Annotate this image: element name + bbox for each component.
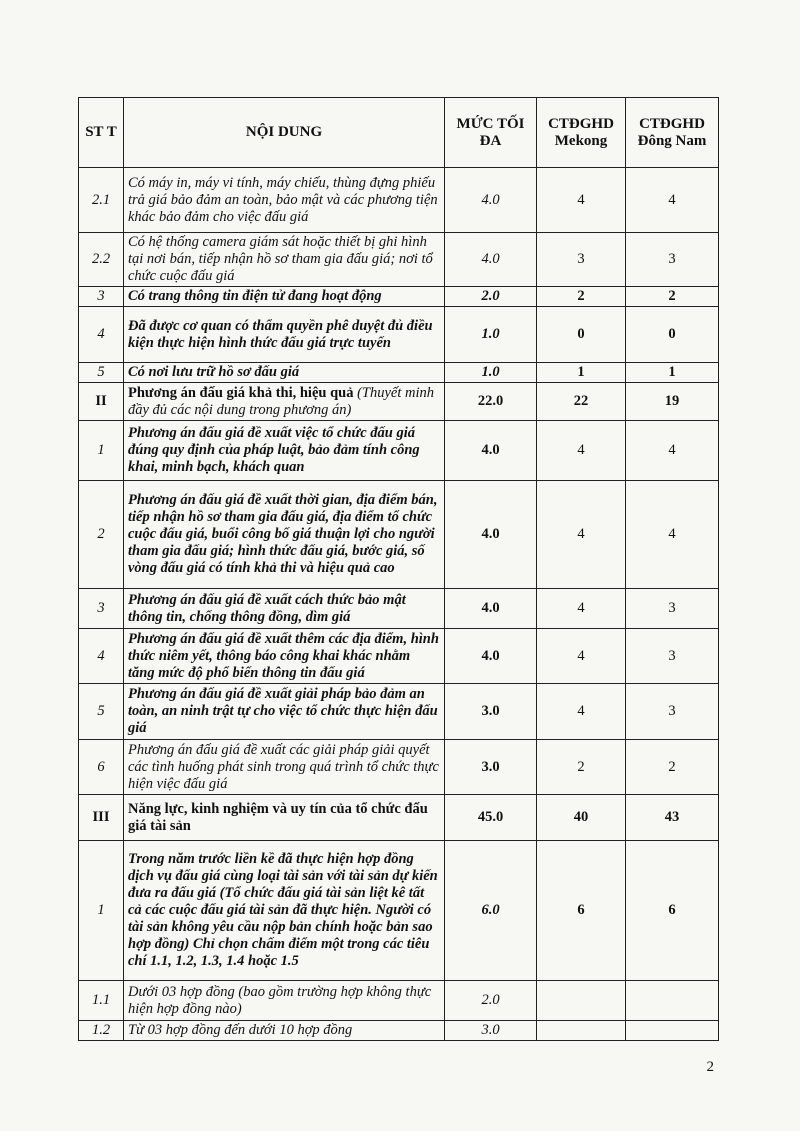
row-max: 2.0	[445, 981, 537, 1021]
row-mekong: 0	[537, 307, 626, 363]
row-dongnam: 3	[626, 589, 719, 629]
row-content: Phương án đấu giá đề xuất thời gian, địa điểm bán, tiếp nhận hồ sơ tham gia đấu giá, địa điểm tổ chức cuộc đấu giá, buổi công bố giá thuận lợi cho người tham gia đấu giá; hình thức đấu giá, bước giá, số vòng đấu giá có tính khả thi và hiệu quả cao	[124, 481, 445, 589]
row-mekong: 22	[537, 383, 626, 421]
header-content: NỘI DUNG	[124, 98, 445, 168]
table-row	[79, 307, 719, 363]
row-max: 3.0	[445, 1021, 537, 1041]
row-max: 3.0	[445, 684, 537, 740]
row-stt: 1	[79, 421, 124, 481]
row-stt: 1	[79, 841, 124, 981]
table-row	[79, 981, 719, 1021]
row-content: Có hệ thống camera giám sát hoặc thiết bị ghi hình tại nơi bán, tiếp nhận hồ sơ tham gia đấu giá; nơi tổ chức cuộc đấu giá	[124, 233, 445, 287]
row-stt: 2.2	[79, 233, 124, 287]
row-stt: 5	[79, 363, 124, 383]
row-mekong	[537, 981, 626, 1021]
row-content: Phương án đấu giá đề xuất thêm các địa điểm, hình thức niêm yết, thông báo công khai khác nhằm tăng mức độ phổ biến thông tin đấu giá	[124, 629, 445, 684]
row-stt: 3	[79, 287, 124, 307]
row-mekong: 4	[537, 589, 626, 629]
row-max: 4.0	[445, 421, 537, 481]
table-row	[79, 233, 719, 287]
row-stt: 4	[79, 307, 124, 363]
row-mekong: 4	[537, 168, 626, 233]
section-title: Phương án đấu giá khả thi, hiệu quả	[128, 384, 354, 401]
row-dongnam	[626, 981, 719, 1021]
row-dongnam: 2	[626, 287, 719, 307]
row-mekong: 4	[537, 629, 626, 684]
row-content: Phương án đấu giá đề xuất giải pháp bảo đảm an toàn, an ninh trật tự cho việc tổ chức thực hiện đấu giá	[124, 684, 445, 740]
row-dongnam: 6	[626, 841, 719, 981]
header-stt: ST T	[79, 98, 124, 168]
header-mekong: CTĐGHD Mekong	[537, 98, 626, 168]
row-mekong: 3	[537, 233, 626, 287]
row-content: Phương án đấu giá đề xuất các giải pháp giải quyết các tình huống phát sinh trong quá trình tổ chức thực hiện việc đấu giá	[124, 740, 445, 795]
row-mekong: 2	[537, 287, 626, 307]
row-mekong	[537, 1021, 626, 1041]
row-max: 1.0	[445, 363, 537, 383]
row-dongnam: 4	[626, 421, 719, 481]
header-dongnam: CTĐGHD Đông Nam	[626, 98, 719, 168]
row-content: Phương án đấu giá đề xuất việc tổ chức đấu giá đúng quy định của pháp luật, bảo đảm tính công khai, minh bạch, khách quan	[124, 421, 445, 481]
scoring-table	[78, 97, 719, 1041]
table-row	[79, 421, 719, 481]
row-max: 4.0	[445, 481, 537, 589]
section-note: (Thuyết minh đầy đủ các nội dung trong phương án)	[128, 384, 435, 418]
section-row	[79, 795, 719, 841]
row-dongnam: 4	[626, 481, 719, 589]
row-dongnam: 1	[626, 363, 719, 383]
row-stt: 1.1	[79, 981, 124, 1021]
row-mekong: 40	[537, 795, 626, 841]
page-number: 2	[706, 1059, 714, 1075]
section-row	[79, 383, 719, 421]
table-row	[79, 589, 719, 629]
row-stt: 2	[79, 481, 124, 589]
table-row	[79, 363, 719, 383]
row-max: 4.0	[445, 233, 537, 287]
row-stt: 2.1	[79, 168, 124, 233]
row-max: 22.0	[445, 383, 537, 421]
row-max: 4.0	[445, 589, 537, 629]
table-row	[79, 481, 719, 589]
row-content	[124, 383, 445, 421]
table-row	[79, 841, 719, 981]
row-mekong: 4	[537, 684, 626, 740]
row-dongnam: 43	[626, 795, 719, 841]
row-stt: III	[79, 795, 124, 841]
row-max: 6.0	[445, 841, 537, 981]
row-content: Có nơi lưu trữ hồ sơ đấu giá	[124, 363, 445, 383]
row-max: 2.0	[445, 287, 537, 307]
row-content: Năng lực, kinh nghiệm và uy tín của tổ chức đấu giá tài sản	[124, 795, 445, 841]
row-dongnam: 3	[626, 684, 719, 740]
row-mekong: 4	[537, 481, 626, 589]
row-content: Đã được cơ quan có thẩm quyền phê duyệt đủ điều kiện thực hiện hình thức đấu giá trực tuyến	[124, 307, 445, 363]
row-dongnam: 0	[626, 307, 719, 363]
table-row	[79, 740, 719, 795]
row-mekong: 1	[537, 363, 626, 383]
row-content: Có trang thông tin điện tử đang hoạt động	[124, 287, 445, 307]
row-stt: 4	[79, 629, 124, 684]
row-content: Trong năm trước liền kề đã thực hiện hợp đồng dịch vụ đấu giá cùng loại tài sản với tài sản dự kiến đưa ra đấu giá (Tổ chức đấu giá tài sản liệt kê tất cả các cuộc đấu giá tài sản đã thực hiện. Người có tài sản không yêu cầu nộp bản chính hoặc bản sao hợp đồng) Chỉ chọn chấm điểm một trong các tiêu chí 1.1, 1.2, 1.3, 1.4 hoặc 1.5	[124, 841, 445, 981]
row-max: 4.0	[445, 168, 537, 233]
row-mekong: 4	[537, 421, 626, 481]
row-dongnam: 3	[626, 629, 719, 684]
row-max: 1.0	[445, 307, 537, 363]
table-row	[79, 684, 719, 740]
row-stt: II	[79, 383, 124, 421]
row-max: 45.0	[445, 795, 537, 841]
row-stt: 5	[79, 684, 124, 740]
row-dongnam: 2	[626, 740, 719, 795]
table-row	[79, 629, 719, 684]
row-content: Dưới 03 hợp đồng (bao gồm trường hợp không thực hiện hợp đồng nào)	[124, 981, 445, 1021]
row-content: Phương án đấu giá đề xuất cách thức bảo mật thông tin, chống thông đồng, dìm giá	[124, 589, 445, 629]
row-dongnam: 19	[626, 383, 719, 421]
row-max: 4.0	[445, 629, 537, 684]
row-content: Từ 03 hợp đồng đến dưới 10 hợp đồng	[124, 1021, 445, 1041]
table-row	[79, 168, 719, 233]
row-content: Có máy in, máy vi tính, máy chiếu, thùng đựng phiếu trả giá bảo đảm an toàn, bảo mật và các phương tiện khác bảo đảm cho việc đấu giá	[124, 168, 445, 233]
row-mekong: 6	[537, 841, 626, 981]
table-row	[79, 287, 719, 307]
row-stt: 6	[79, 740, 124, 795]
row-max: 3.0	[445, 740, 537, 795]
row-dongnam: 3	[626, 233, 719, 287]
row-dongnam: 4	[626, 168, 719, 233]
table-header-row	[79, 98, 719, 168]
row-stt: 3	[79, 589, 124, 629]
row-mekong: 2	[537, 740, 626, 795]
table-row	[79, 1021, 719, 1041]
header-max: MỨC TỐI ĐA	[445, 98, 537, 168]
row-stt: 1.2	[79, 1021, 124, 1041]
row-dongnam	[626, 1021, 719, 1041]
